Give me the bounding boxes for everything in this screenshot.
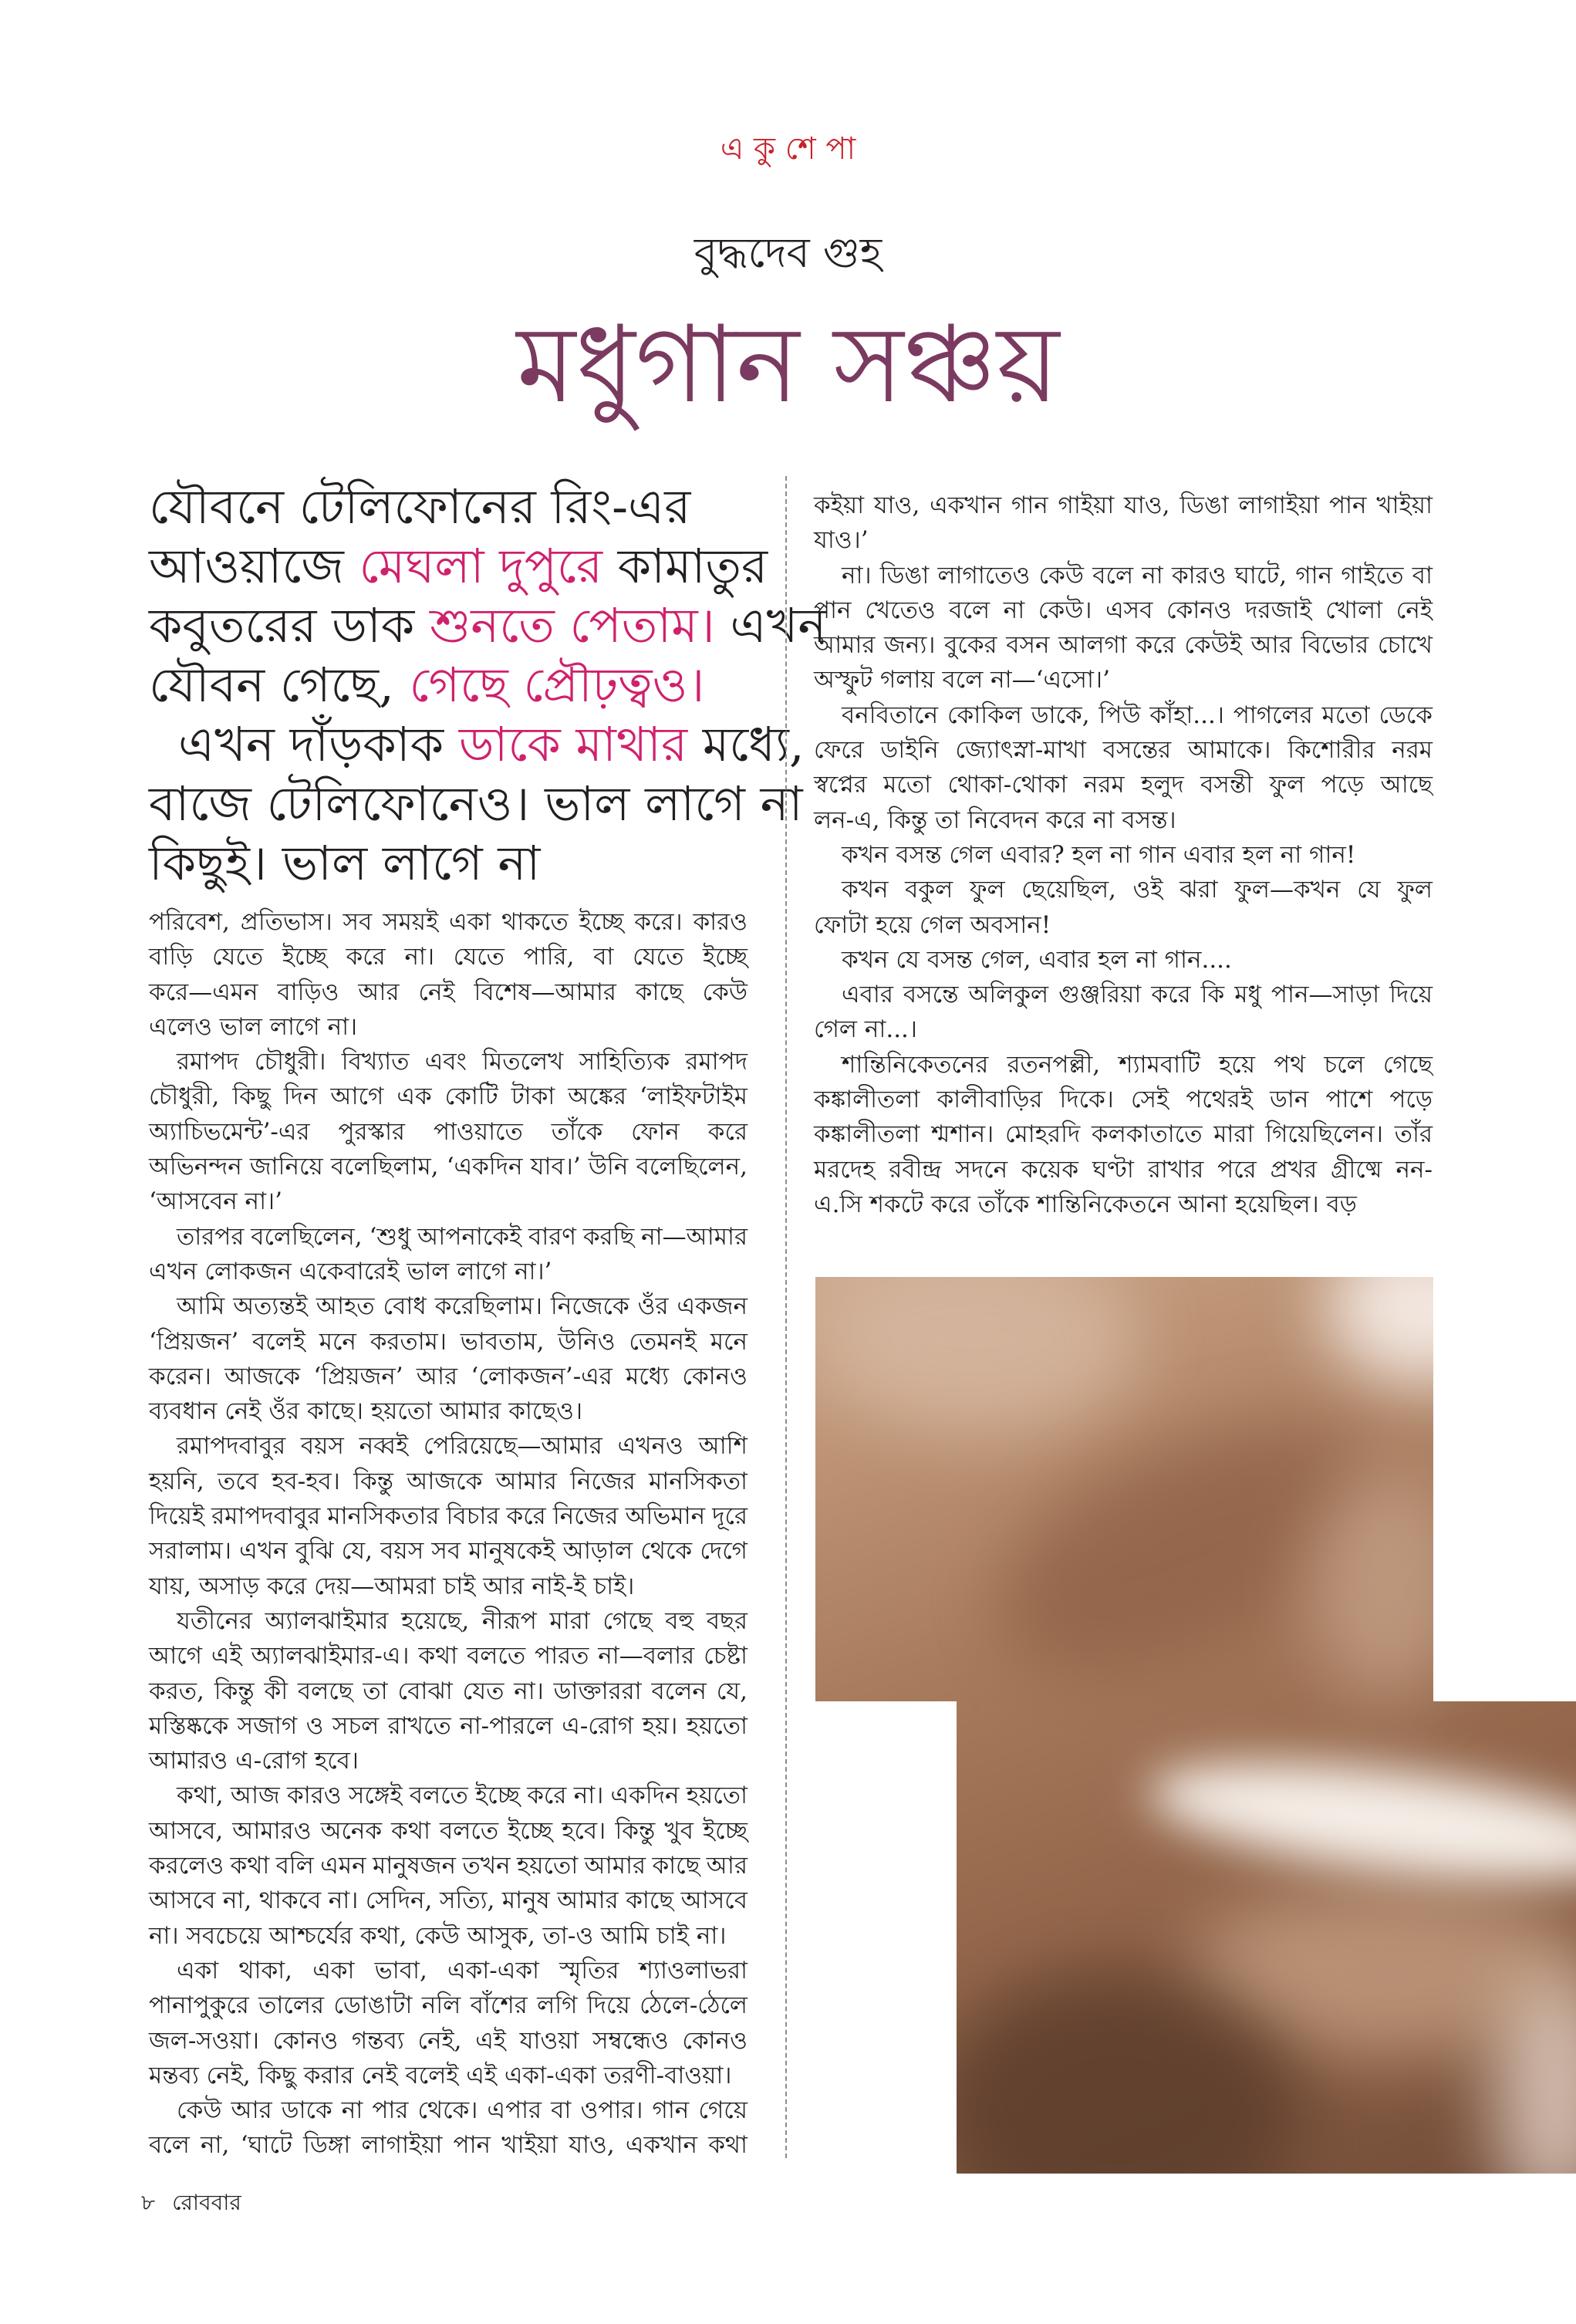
- lead-text: যৌবনে টেলিফোনের রিং-এর: [149, 478, 691, 535]
- lead-text: কবুতরের ডাক: [149, 597, 430, 654]
- lead-line: [149, 596, 827, 655]
- body-line: করেন। আজকে ‘প্রিয়জন’ আর ‘লোকজন’-এর মধ্যে কোনও: [149, 1362, 748, 1390]
- body-line: রমাপদ চৌধুরী। বিখ্যাত এবং মিতলেখ সাহিত্যিক রমাপদ: [177, 1048, 748, 1076]
- body-line: বনবিতানে কোকিল ডাকে, পিউ কাঁহা...। পাগলের মতো ডেকে: [842, 701, 1433, 729]
- column-divider: [785, 476, 787, 2158]
- lead-text: কামাতুর: [602, 538, 768, 594]
- body-line: যাও।’: [814, 526, 869, 555]
- body-line: চৌধুরী, কিছু দিন আগে এক কোটি টাকা অঙ্কের ‘লাইফটাইম: [149, 1083, 748, 1111]
- lead-text: এখন: [714, 597, 827, 654]
- body-line: ব্যবধান নেই ওঁর কাছে। হয়তো আমার কাছেও।: [149, 1397, 583, 1426]
- body-line: লন-এ, কিন্তু তা নিবেদন করে না বসন্ত।: [814, 806, 1176, 834]
- lead-line: [149, 536, 768, 596]
- body-line: কখন বসন্ত গেল এবার? হল না গান এবার হল না গান!: [842, 840, 1356, 869]
- lead-highlight: গেছে প্রৌঢ়ত্বও।: [409, 657, 705, 713]
- lead-line: [149, 714, 805, 774]
- lead-line: [149, 774, 803, 833]
- body-line: কেউ আর ডাকে না পার থেকে। এপার বা ওপার। গান গেয়ে: [177, 2096, 748, 2125]
- left-column: [149, 905, 748, 2164]
- page-footer: [141, 2190, 241, 2216]
- lead-highlight: ডাকে মাথার: [458, 716, 688, 772]
- body-line: যায়, অসাড় করে দেয়—আমরা চাই আর নাই-ই চাই।: [149, 1572, 635, 1600]
- lead-text: কিছুই। ভাল লাগে না: [149, 835, 541, 891]
- body-line: না। ডিঙা লাগাতেও কেউ বলে না কারও ঘাটে, গান গাইতে বা: [842, 561, 1433, 589]
- body-line: একা থাকা, একা ভাবা, একা-একা স্মৃতির শ্যাওলাভরা: [177, 1956, 748, 1985]
- lead-text: মধ্যে,: [687, 716, 805, 772]
- body-line: পরিবেশ, প্রতিভাস। সব সময়ই একা থাকতে ইচ্ছে করে। কারও: [149, 908, 748, 936]
- body-line: দিয়েই রমাপদবাবুর মানসিকতার বিচার করে নিজের অভিমান দূরে: [149, 1502, 748, 1531]
- body-line: ‘প্রিয়জন’ বলেই মনে করতাম। ভাবতাম, উনিও তেমনই মনে: [149, 1327, 748, 1356]
- body-line: তারপর বলেছিলেন, ‘শুধু আপনাকেই বারণ করছি না—আমার: [177, 1222, 748, 1251]
- body-line: কইয়া যাও, একখান গান গাইয়া যাও, ডিঙা লাগাইয়া পান খাইয়া: [814, 491, 1433, 519]
- body-line: কথা, আজ কারও সঙ্গেই বলতে ইচ্ছে করে না। একদিন হয়তো: [177, 1782, 748, 1810]
- body-line: করত, কিন্তু কী বলছে তা বোঝা যেত না। ডাক্তাররা বলেন যে,: [149, 1677, 748, 1705]
- body-line: মন্তব্য নেই, কিছু করার নেই বলেই এই একা-একা তরণী-বাওয়া।: [149, 2061, 732, 2089]
- body-line: মস্তিষ্ককে সজাগ ও সচল রাখতে না-পারলে এ-রোগ হয়। হয়তো: [149, 1711, 748, 1740]
- lead-line: [149, 655, 758, 714]
- body-line: জল-সওয়া। কোনও গন্তব্য নেই, এই যাওয়া সম্বন্ধেও কোনও: [149, 2026, 748, 2055]
- body-line: আমার জন্য। বুকের বসন আলগা করে কেউই আর বিভোর চোখে: [814, 631, 1433, 660]
- body-line: মরদেহ রবীন্দ্র সদনে কয়েক ঘণ্টা রাখার পরে প্রখর গ্রীষ্মে নন-: [814, 1155, 1433, 1184]
- body-line: বলে না, ‘ঘাটে ডিঙ্গা লাগাইয়া পান খাইয়া যাও, একখান কথা: [149, 2131, 748, 2160]
- body-line: অ্যাচিভমেন্ট’-এর পুরস্কার পাওয়াতে তাঁকে ফোন করে: [149, 1117, 748, 1146]
- body-line: যতীনের অ্যালঝাইমার হয়েছে, নীরূপ মারা গেছে বহু বছর: [177, 1606, 748, 1635]
- body-line: এ.সি শকটে করে তাঁকে শান্তিনিকেতনে আনা হয়েছিল। বড়: [814, 1190, 1357, 1218]
- lead-line: [149, 833, 758, 893]
- body-line: পানাপুকুরে তালের ডোঙাটা নলি বাঁশের লগি দিয়ে ঠেলে-ঠেলে: [149, 1991, 748, 2020]
- body-line: শান্তিনিকেতনের রতনপল্লী, শ্যামবাটি হয়ে পথ চলে গেছে: [842, 1050, 1433, 1079]
- body-line: আমি অত্যন্তই আহত বোধ করেছিলাম। নিজেকে ওঁর একজন: [177, 1292, 748, 1321]
- body-line: ‘আসবেন না।’: [149, 1187, 282, 1216]
- lead-text: যৌবন গেছে,: [149, 657, 410, 713]
- body-line: করে—এমন বাড়িও আর নেই বিশেষ—আমার কাছে কেউ: [149, 978, 748, 1006]
- right-column: [814, 488, 1433, 1222]
- lead-text: বাজে টেলিফোনেও। ভাল লাগে না: [149, 775, 803, 832]
- body-line: কঙ্কালীতলা কালীবাড়ির দিকে। সেই পথেরই ডান পাশে পড়ে: [814, 1086, 1433, 1114]
- body-line: পান খেতেও বলে না কেউ। এসব কোনও দরজাই খোলা নেই: [814, 596, 1433, 624]
- body-line: স্বপ্নের মতো থোকা-থোকা নরম হলুদ বসন্তী ফুল পড়ে আছে: [814, 771, 1433, 799]
- lead-highlight: শুনতে পেতাম।: [429, 597, 715, 654]
- body-line: ফেরে ডাইনি জ্যোৎস্না-মাখা বসন্তের আমাকে। কিশোরীর নরম: [814, 736, 1433, 765]
- body-line: আসবে, আমারও অনেক কথা বলতে ইচ্ছে হবে। কিন্তু খুব ইচ্ছে: [149, 1816, 748, 1845]
- body-line: রমাপদবাবুর বয়স নব্বই পেরিয়েছে—আমার এখনও আশি: [177, 1432, 748, 1461]
- body-line: সরালাম। এখন বুঝি যে, বয়স সব মানুষকেই আড়াল থেকে দেগে: [149, 1537, 748, 1566]
- body-line: কখন বকুল ফুল ছেয়েছিল, ওই ঝরা ফুল—কখন যে ফুল: [842, 876, 1433, 904]
- body-line: আগে এই অ্যালঝাইমার-এ। কথা বলতে পারত না—বলার চেষ্টা: [149, 1642, 748, 1670]
- lead-highlight: মেঘলা দুপুরে: [359, 538, 602, 594]
- article-title: মধুগান সঞ্চয়: [516, 302, 1060, 427]
- article-photo: [815, 1277, 1576, 2174]
- lead-line: [149, 477, 758, 536]
- body-line: অস্ফুট গলায় বলে না—‘এসো।’: [814, 666, 1110, 694]
- body-line: হয়নি, তবে হব-হব। কিন্তু আজকে আমার নিজের মানসিকতা: [149, 1467, 748, 1495]
- lead-paragraph: [149, 477, 827, 893]
- lead-text: আওয়াজে: [149, 538, 359, 594]
- body-line: ফোটা হয়ে গেল অবসান!: [814, 910, 1051, 939]
- body-line: না। সবচেয়ে আশ্চর্যের কথা, কেউ আসুক, তা-ও আমি চাই না।: [149, 1921, 727, 1950]
- publication-name: রোববার: [172, 2190, 241, 2215]
- author-byline: বুদ্ধদেব গুহ: [694, 228, 882, 277]
- body-line: কখন যে বসন্ত গেল, এবার হল না গান....: [842, 945, 1232, 974]
- body-line: করলেও কথা বলি এমন মানুষজন তখন হয়তো আমার কাছে আর: [149, 1852, 748, 1880]
- body-line: এবার বসন্তে অলিকুল গুঞ্জরিয়া করে কি মধু পান—সাড়া দিয়ে: [842, 981, 1433, 1009]
- lead-text: এখন দাঁড়কাক: [178, 716, 459, 772]
- body-line: আমারও এ-রোগ হবে।: [149, 1747, 359, 1775]
- photo-tone: [1309, 1470, 1463, 1701]
- section-label: এ কু শে পা: [720, 131, 856, 167]
- body-line: গেল না...।: [814, 1015, 917, 1044]
- page-number: ৮: [141, 2190, 156, 2215]
- body-line: বাড়ি যেতে ইচ্ছে করে না। যেতে পারি, বা যেতে ইচ্ছে: [149, 943, 748, 971]
- body-line: অভিনন্দন জানিয়ে বলেছিলাম, ‘একদিন যাব।’ উনি বলেছিলেন,: [149, 1153, 748, 1181]
- body-line: কঙ্কালীতলা শ্মশান। মোহরদি কলকাতাতে মারা গিয়েছিলেন। তাঁর: [814, 1120, 1433, 1149]
- body-line: এখন লোকজন একেবারেই ভাল লাগে না।’: [149, 1257, 552, 1285]
- body-line: আসবে না, থাকবে না। সেদিন, সত্যি, মানুষ আমার কাছে আসবে: [149, 1887, 748, 1915]
- body-line: এলেও ভাল লাগে না।: [149, 1012, 358, 1041]
